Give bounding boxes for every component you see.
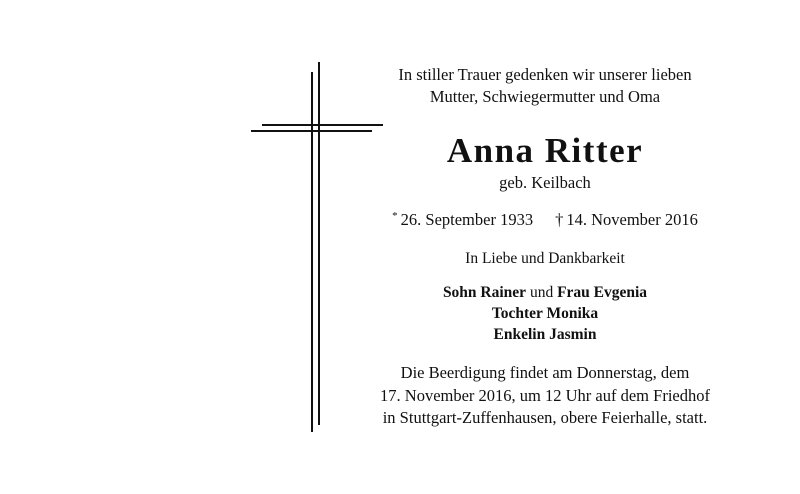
dedication-text: In Liebe und Dankbarkeit — [465, 250, 625, 267]
maiden-name: geb. Keilbach — [499, 173, 591, 192]
intro-text — [345, 64, 745, 108]
mourner-row-1 — [345, 282, 745, 303]
mourners-list — [345, 282, 745, 345]
funeral-line-2: 17. November 2016, um 12 Uhr auf dem Friedhof — [380, 385, 710, 405]
funeral-line-1: Die Beerdigung findet am Donnerstag, dem — [400, 363, 690, 382]
cross-horizontal-line-1 — [262, 124, 383, 126]
mourner-granddaughter: Enkelin Jasmin — [493, 326, 597, 343]
deceased-name: Anna Ritter — [446, 131, 644, 170]
birth-date: 26. September 1933 — [400, 210, 534, 229]
mourner-son: Sohn Rainer — [442, 284, 527, 301]
life-dates — [345, 205, 745, 231]
cross-vertical-line-1 — [311, 72, 313, 432]
funeral-line-3: in Stuttgart-Zuffenhausen, obere Feierhalle, statt. — [382, 408, 708, 427]
intro-line-2: Mutter, Schwiegermutter und Oma — [429, 87, 661, 106]
intro-line-1: In stiller Trauer gedenken wir unserer lieben — [398, 65, 692, 84]
death-date: 14. November 2016 — [566, 210, 698, 229]
mourner-connector: und — [529, 284, 554, 301]
death-symbol: † — [555, 210, 564, 229]
cross-vertical-line-2 — [318, 62, 320, 425]
mourner-daughter-in-law: Frau Evgenia — [557, 284, 648, 301]
funeral-info — [345, 362, 745, 430]
mourner-daughter: Tochter Monika — [491, 305, 599, 322]
birth-symbol: * — [392, 210, 398, 222]
